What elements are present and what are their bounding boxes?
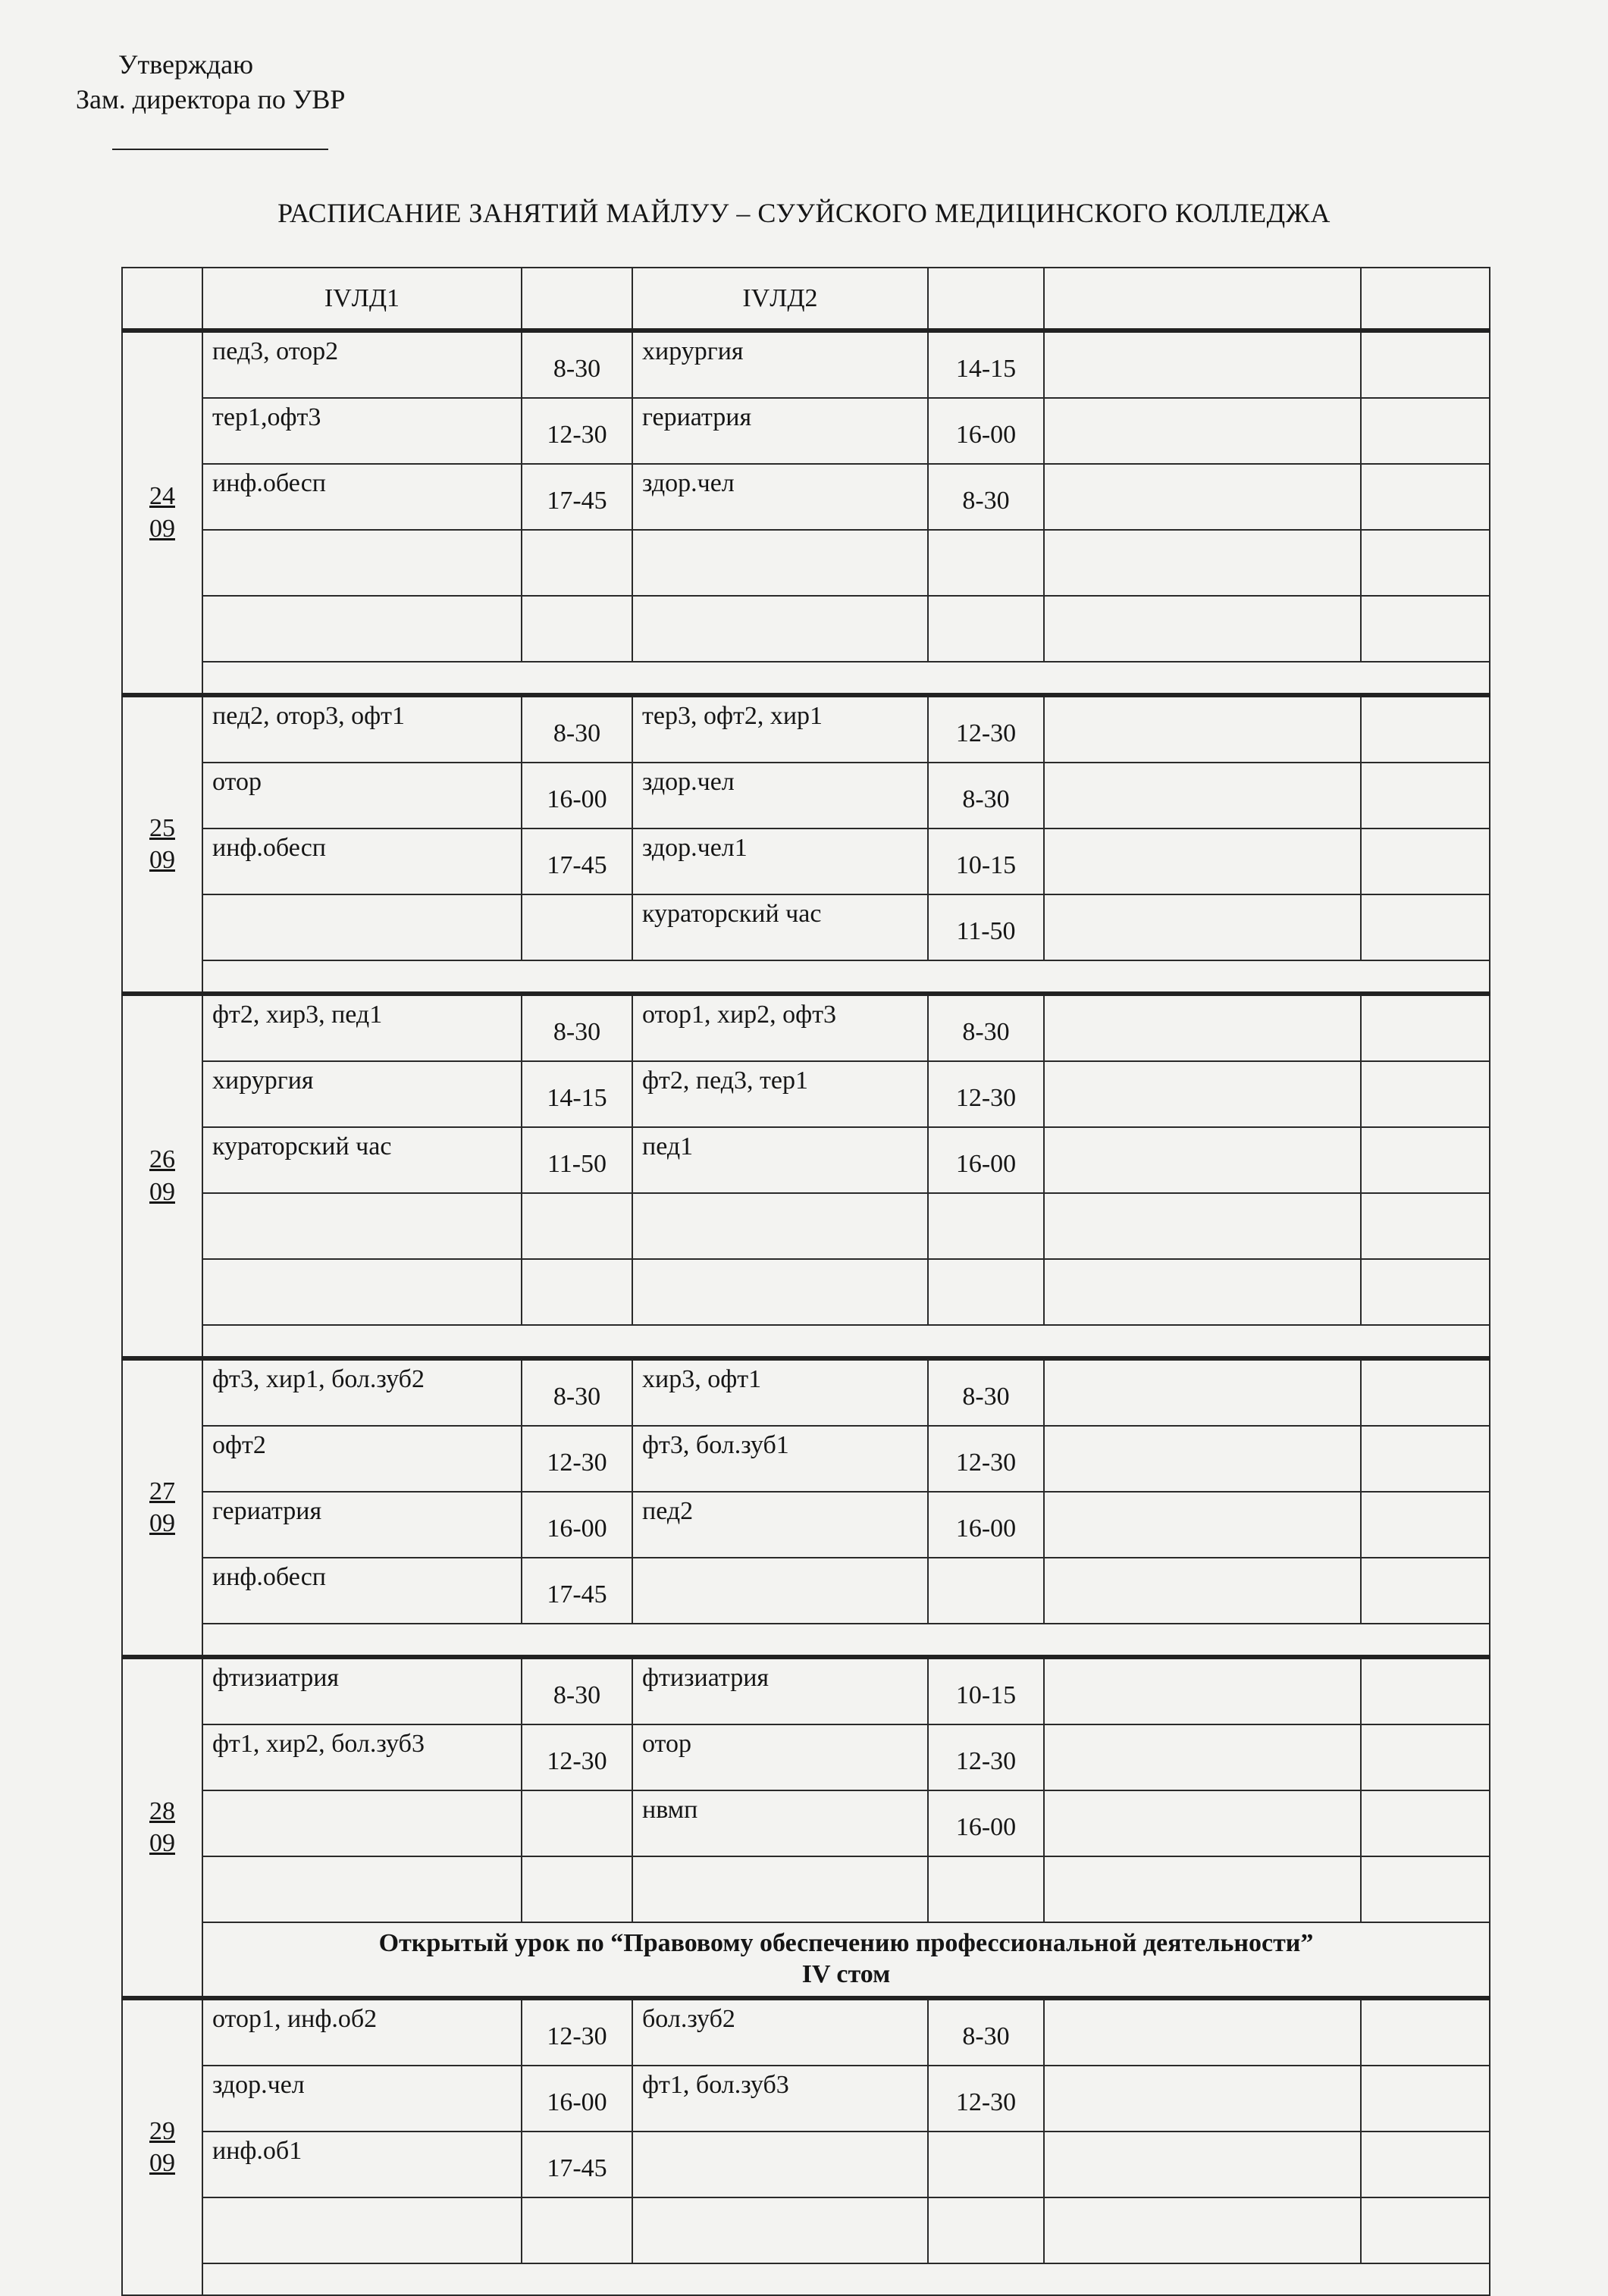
header-group2: IVЛД2: [632, 268, 928, 330]
date-day: 26: [149, 1145, 175, 1173]
empty-cell: [1044, 1856, 1361, 1922]
time-group1: 12-30: [522, 1724, 632, 1790]
date-day: 27: [149, 1477, 175, 1505]
table-row: [122, 763, 1490, 829]
empty-cell: [1044, 1790, 1361, 1856]
header-time1: [522, 268, 632, 330]
table-row: [122, 1426, 1490, 1492]
approval-block: [76, 47, 345, 150]
subject-group2: фтизиатрия: [632, 1657, 928, 1724]
subject-group2: [632, 1856, 928, 1922]
table-row: [122, 464, 1490, 530]
subject-group2: здор.чел1: [632, 829, 928, 894]
subject-group1: фт3, хир1, бол.зуб2: [202, 1358, 522, 1426]
empty-cell: [1361, 829, 1490, 894]
empty-cell: [1361, 1492, 1490, 1558]
table-row: [122, 1790, 1490, 1856]
empty-cell: [1044, 464, 1361, 530]
subject-group1: пед2, отор3, офт1: [202, 695, 522, 763]
subject-group1: [202, 1259, 522, 1325]
subject-group1: инф.обесп: [202, 464, 522, 530]
subject-group1: здор.чел: [202, 2066, 522, 2132]
schedule-table-wrapper: [121, 267, 1489, 2182]
gap-cell: [202, 1624, 1490, 1657]
table-row: [122, 1492, 1490, 1558]
date-day: 25: [149, 813, 175, 842]
header-date-cell: [122, 268, 202, 330]
note-line1: Открытый урок по “Правовому обеспечению профессиональной деятельности”: [378, 1929, 1314, 1958]
subject-group1: фтизиатрия: [202, 1657, 522, 1724]
date-cell: [122, 1657, 202, 1998]
subject-group1: фт2, хир3, пед1: [202, 994, 522, 1061]
subject-group1: инф.об1: [202, 2132, 522, 2197]
empty-cell: [1361, 1856, 1490, 1922]
time-group2: 12-30: [928, 1724, 1044, 1790]
open-lesson-note: [202, 1922, 1490, 1998]
time-group1: 17-45: [522, 829, 632, 894]
subject-group1: [202, 1790, 522, 1856]
gap-row: [122, 960, 1490, 994]
subject-group2: отор: [632, 1724, 928, 1790]
time-group1: [522, 530, 632, 596]
empty-cell: [1361, 2132, 1490, 2197]
subject-group1: офт2: [202, 1426, 522, 1492]
gap-row: [122, 1624, 1490, 1657]
schedule-table: [121, 267, 1490, 2296]
empty-cell: [1361, 1426, 1490, 1492]
time-group2: 12-30: [928, 1061, 1044, 1127]
empty-cell: [1044, 2066, 1361, 2132]
time-group2: 8-30: [928, 1358, 1044, 1426]
time-group1: [522, 596, 632, 662]
signature-line: [112, 117, 328, 150]
table-row: [122, 1657, 1490, 1724]
gap-cell: [202, 662, 1490, 695]
time-group1: 17-45: [522, 464, 632, 530]
empty-cell: [1361, 596, 1490, 662]
table-row: [122, 1127, 1490, 1193]
time-group1: 8-30: [522, 330, 632, 398]
date-day: 28: [149, 1796, 175, 1825]
date-cell: [122, 695, 202, 994]
date-month: 09: [149, 1509, 175, 1537]
empty-cell: [1361, 763, 1490, 829]
subject-group1: отор: [202, 763, 522, 829]
time-group2: 8-30: [928, 994, 1044, 1061]
gap-cell: [202, 2263, 1490, 2295]
table-row: [122, 1856, 1490, 1922]
empty-cell: [1361, 1193, 1490, 1259]
header-row: [122, 268, 1490, 330]
date-day: 24: [149, 482, 175, 510]
date-month: 09: [149, 1177, 175, 1206]
time-group2: [928, 1193, 1044, 1259]
approval-line2: Зам. директора по УВР: [76, 84, 346, 115]
empty-cell: [1044, 596, 1361, 662]
date-month: 09: [149, 846, 175, 874]
empty-cell: [1361, 464, 1490, 530]
empty-cell: [1361, 994, 1490, 1061]
time-group1: 8-30: [522, 1657, 632, 1724]
table-row: [122, 1998, 1490, 2066]
gap-cell: [202, 960, 1490, 994]
time-group1: 16-00: [522, 2066, 632, 2132]
empty-cell: [1044, 829, 1361, 894]
empty-cell: [1044, 1657, 1361, 1724]
time-group2: 16-00: [928, 1492, 1044, 1558]
time-group1: 14-15: [522, 1061, 632, 1127]
subject-group2: здор.чел: [632, 464, 928, 530]
subject-group1: гериатрия: [202, 1492, 522, 1558]
subject-group1: инф.обесп: [202, 829, 522, 894]
table-row: [122, 1558, 1490, 1624]
table-row: [122, 1724, 1490, 1790]
empty-cell: [1361, 2066, 1490, 2132]
subject-group1: отор1, инф.об2: [202, 1998, 522, 2066]
empty-cell: [1361, 894, 1490, 960]
subject-group2: пед2: [632, 1492, 928, 1558]
time-group2: [928, 596, 1044, 662]
table-row: [122, 1061, 1490, 1127]
empty-cell: [1361, 1259, 1490, 1325]
subject-group2: [632, 1193, 928, 1259]
empty-cell: [1361, 1790, 1490, 1856]
empty-cell: [1044, 1061, 1361, 1127]
gap-row: [122, 1325, 1490, 1358]
time-group2: 14-15: [928, 330, 1044, 398]
time-group2: [928, 1856, 1044, 1922]
empty-cell: [1361, 1998, 1490, 2066]
time-group1: [522, 894, 632, 960]
time-group1: [522, 1790, 632, 1856]
table-row: [122, 695, 1490, 763]
table-row: [122, 829, 1490, 894]
time-group1: [522, 1856, 632, 1922]
subject-group2: фт3, бол.зуб1: [632, 1426, 928, 1492]
subject-group2: хирургия: [632, 330, 928, 398]
empty-cell: [1044, 530, 1361, 596]
subject-group1: хирургия: [202, 1061, 522, 1127]
empty-cell: [1361, 1657, 1490, 1724]
subject-group1: кураторский час: [202, 1127, 522, 1193]
table-row: [122, 994, 1490, 1061]
empty-cell: [1361, 695, 1490, 763]
time-group2: 12-30: [928, 2066, 1044, 2132]
date-cell: [122, 1998, 202, 2295]
time-group2: 16-00: [928, 398, 1044, 464]
time-group2: 8-30: [928, 464, 1044, 530]
empty-cell: [1044, 1193, 1361, 1259]
subject-group1: [202, 894, 522, 960]
empty-cell: [1044, 1127, 1361, 1193]
table-row: [122, 2132, 1490, 2197]
time-group1: 8-30: [522, 695, 632, 763]
time-group2: [928, 2197, 1044, 2263]
empty-cell: [1044, 330, 1361, 398]
empty-cell: [1044, 1998, 1361, 2066]
subject-group2: отор1, хир2, офт3: [632, 994, 928, 1061]
time-group2: 8-30: [928, 1998, 1044, 2066]
time-group1: [522, 2197, 632, 2263]
empty-cell: [1044, 2132, 1361, 2197]
subject-group2: [632, 1259, 928, 1325]
time-group1: 12-30: [522, 1998, 632, 2066]
subject-group2: фт1, бол.зуб3: [632, 2066, 928, 2132]
empty-cell: [1044, 763, 1361, 829]
subject-group1: [202, 596, 522, 662]
table-row: [122, 1358, 1490, 1426]
table-row: [122, 2066, 1490, 2132]
time-group2: 10-15: [928, 1657, 1044, 1724]
date-month: 09: [149, 514, 175, 543]
header-empty2: [1361, 268, 1490, 330]
table-row: [122, 894, 1490, 960]
subject-group2: здор.чел: [632, 763, 928, 829]
gap-row: [122, 2263, 1490, 2295]
subject-group1: тер1,офт3: [202, 398, 522, 464]
subject-group2: кураторский час: [632, 894, 928, 960]
time-group1: 8-30: [522, 994, 632, 1061]
date-cell: [122, 330, 202, 695]
subject-group2: [632, 1558, 928, 1624]
empty-cell: [1044, 1492, 1361, 1558]
time-group1: [522, 1259, 632, 1325]
time-group2: [928, 1259, 1044, 1325]
note-line2: IV стом: [801, 1960, 891, 1988]
empty-cell: [1361, 1558, 1490, 1624]
time-group2: 16-00: [928, 1790, 1044, 1856]
subject-group2: фт2, пед3, тер1: [632, 1061, 928, 1127]
empty-cell: [1044, 994, 1361, 1061]
subject-group1: фт1, хир2, бол.зуб3: [202, 1724, 522, 1790]
subject-group2: тер3, офт2, хир1: [632, 695, 928, 763]
table-row: [122, 398, 1490, 464]
subject-group1: пед3, отор2: [202, 330, 522, 398]
subject-group2: [632, 2132, 928, 2197]
empty-cell: [1044, 1724, 1361, 1790]
date-day: 29: [149, 2116, 175, 2145]
empty-cell: [1044, 695, 1361, 763]
table-row: [122, 330, 1490, 398]
empty-cell: [1361, 1724, 1490, 1790]
time-group1: 17-45: [522, 1558, 632, 1624]
date-cell: [122, 994, 202, 1358]
time-group1: 12-30: [522, 398, 632, 464]
empty-cell: [1361, 1127, 1490, 1193]
time-group1: [522, 1193, 632, 1259]
subject-group2: [632, 2197, 928, 2263]
time-group2: 8-30: [928, 763, 1044, 829]
gap-row: [122, 662, 1490, 695]
time-group2: [928, 530, 1044, 596]
table-row: [122, 2197, 1490, 2263]
empty-cell: [1044, 1426, 1361, 1492]
gap-cell: [202, 1325, 1490, 1358]
subject-group1: [202, 530, 522, 596]
subject-group1: [202, 2197, 522, 2263]
header-group1: IVЛД1: [202, 268, 522, 330]
subject-group2: хир3, офт1: [632, 1358, 928, 1426]
empty-cell: [1044, 2197, 1361, 2263]
subject-group2: пед1: [632, 1127, 928, 1193]
subject-group1: инф.обесп: [202, 1558, 522, 1624]
empty-cell: [1044, 1358, 1361, 1426]
empty-cell: [1361, 398, 1490, 464]
subject-group2: [632, 530, 928, 596]
table-row: [122, 596, 1490, 662]
time-group2: [928, 1558, 1044, 1624]
approval-line1: Утверждаю: [118, 49, 254, 80]
empty-cell: [1361, 530, 1490, 596]
date-month: 09: [149, 2149, 175, 2177]
time-group2: 12-30: [928, 695, 1044, 763]
note-row: [122, 1922, 1490, 1998]
empty-cell: [1044, 1259, 1361, 1325]
date-cell: [122, 1358, 202, 1657]
subject-group1: [202, 1193, 522, 1259]
empty-cell: [1361, 1061, 1490, 1127]
empty-cell: [1044, 1558, 1361, 1624]
header-time2: [928, 268, 1044, 330]
time-group1: 11-50: [522, 1127, 632, 1193]
time-group1: 16-00: [522, 763, 632, 829]
empty-cell: [1044, 398, 1361, 464]
empty-cell: [1361, 1358, 1490, 1426]
table-row: [122, 1259, 1490, 1325]
time-group2: 10-15: [928, 829, 1044, 894]
subject-group1: [202, 1856, 522, 1922]
subject-group2: нвмп: [632, 1790, 928, 1856]
time-group1: 12-30: [522, 1426, 632, 1492]
time-group2: 16-00: [928, 1127, 1044, 1193]
time-group1: 16-00: [522, 1492, 632, 1558]
table-row: [122, 1193, 1490, 1259]
page-title: РАСПИСАНИЕ ЗАНЯТИЙ МАЙЛУУ – СУУЙСКОГО МЕДИЦИНСКОГО КОЛЛЕДЖА: [277, 198, 1331, 228]
empty-cell: [1361, 2197, 1490, 2263]
subject-group2: [632, 596, 928, 662]
empty-cell: [1044, 894, 1361, 960]
date-month: 09: [149, 1829, 175, 1857]
time-group2: [928, 2132, 1044, 2197]
subject-group2: бол.зуб2: [632, 1998, 928, 2066]
subject-group2: гериатрия: [632, 398, 928, 464]
time-group1: 17-45: [522, 2132, 632, 2197]
table-row: [122, 530, 1490, 596]
time-group2: 12-30: [928, 1426, 1044, 1492]
time-group1: 8-30: [522, 1358, 632, 1426]
empty-cell: [1361, 330, 1490, 398]
time-group2: 11-50: [928, 894, 1044, 960]
header-empty1: [1044, 268, 1361, 330]
